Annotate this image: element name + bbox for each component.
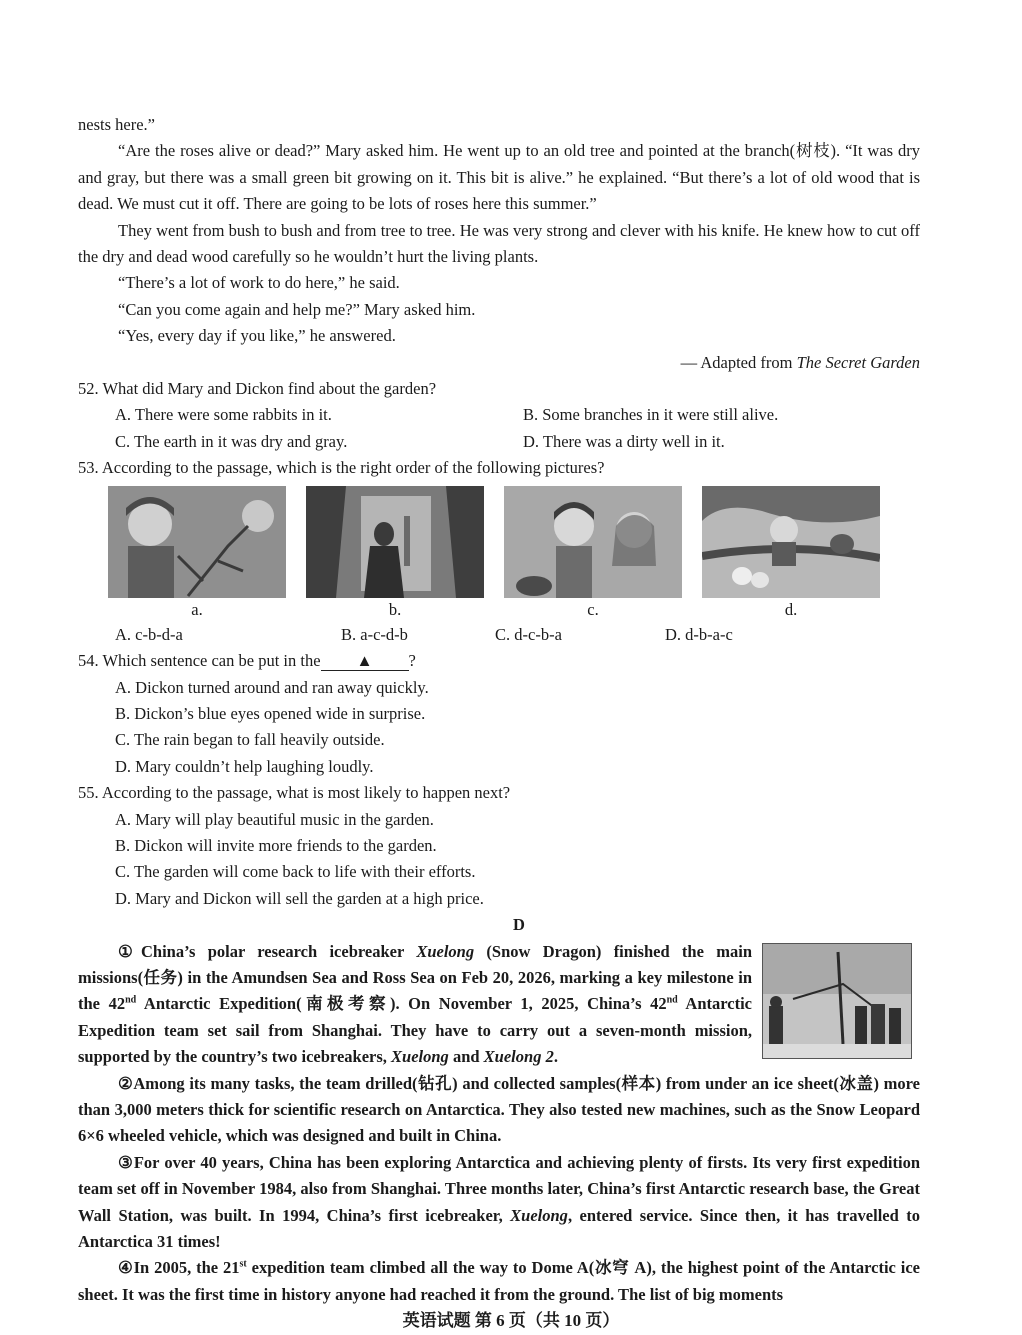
text-run: (Snow Dragon) finished the main missions(任务) in the Amundsen Sea and Ross Sea on Feb 20, 2026, marking a key milestone in the 42 bbox=[78, 941, 752, 1014]
story-paragraph-2: They went from bush to bush and from tree to tree. He was very strong and clever with his knife. He knew how to cut off the dry and dead wood carefully so he wouldn’t hurt the living plants. bbox=[78, 220, 920, 267]
q54-suffix: ? bbox=[408, 651, 416, 671]
answer-blank: ▲ bbox=[321, 652, 409, 671]
picture-label-a: a. bbox=[191, 599, 203, 619]
section-d-paragraph-4 bbox=[0, 1255, 1022, 1308]
picture-label-b: b. bbox=[388, 599, 402, 619]
text-run: Antarctic Expedition(南极考察). On November 1, 2025, China’s 42 bbox=[136, 994, 667, 1014]
q53-option-c: C. d-c-b-a bbox=[495, 624, 562, 644]
picture-a bbox=[108, 486, 286, 598]
ordinal-suffix: nd bbox=[666, 994, 678, 1006]
q54-option-b: B. Dickon’s blue eyes opened wide in surprise. bbox=[115, 703, 426, 723]
q55-option-b: B. Dickon will invite more friends to the garden. bbox=[115, 835, 437, 855]
q52-option-b: B. Some branches in it were still alive. bbox=[523, 405, 779, 425]
q52-options-row-2 bbox=[0, 429, 1022, 455]
text-run: , entered service. Since then, it has travelled to Antarctica 31 times! bbox=[78, 1205, 920, 1252]
text-run: ①China’s polar research icebreaker bbox=[118, 941, 417, 961]
expedition-photo bbox=[762, 943, 912, 1059]
q52-options-row-1 bbox=[0, 402, 1022, 428]
text-run: . bbox=[553, 1047, 558, 1067]
source-prefix: — Adapted from bbox=[680, 352, 797, 372]
ordinal-suffix: nd bbox=[125, 994, 137, 1006]
q54-option-d: D. Mary couldn’t help laughing loudly. bbox=[115, 756, 374, 776]
text-run: ④In 2005, the 21 bbox=[118, 1258, 240, 1278]
ship-name: Xuelong bbox=[416, 941, 475, 961]
text-run: ③For over 40 years, China has been exploring Antarctica and achieving plenty of firsts. Its very first expedition team set off in November 1984, also from Shanghai. Three months later, China’s first Antarctic research base, the Great Wall Station, was built. In 1994, China’s first icebreaker, bbox=[78, 1152, 920, 1225]
text-run: Antarctic Expedition team set sail from Shanghai. They have to carry out a seven-month mission, supported by the country’s two icebreakers, bbox=[78, 994, 752, 1067]
q54-option-a: A. Dickon turned around and ran away quickly. bbox=[115, 677, 429, 697]
section-d-heading: D bbox=[513, 915, 525, 935]
picture-label-d: d. bbox=[784, 599, 798, 619]
story-source bbox=[0, 350, 1022, 376]
ship-name: Xuelong 2 bbox=[483, 1047, 554, 1067]
page-footer: 英语试题 第 6 页（共 10 页） bbox=[402, 1311, 620, 1330]
ship-name: Xuelong bbox=[510, 1205, 568, 1225]
q52-option-c: C. The earth in it was dry and gray. bbox=[115, 431, 348, 451]
q53-option-a: A. c-b-d-a bbox=[115, 624, 183, 644]
text-run: expedition team climbed all the way to Dome A(冰穹 A), the highest point of the Antarctic ice sheet. It was the first time in history anyone had reached it from the ground. The list of big moments bbox=[78, 1258, 920, 1304]
question-52: 52. What did Mary and Dickon find about the garden? bbox=[78, 379, 437, 399]
q53-option-b: B. a-c-d-b bbox=[341, 624, 408, 644]
section-d-paragraph-3 bbox=[0, 1150, 1022, 1256]
ship-name: Xuelong bbox=[391, 1047, 449, 1067]
picture-b bbox=[306, 486, 484, 598]
q55-option-d: D. Mary and Dickon will sell the garden at a high price. bbox=[115, 888, 484, 908]
section-d-paragraph-2: ②Among its many tasks, the team drilled(钻孔) and collected samples(样本) from under an ice sheet(冰盖) more than 3,000 meters thick for scientific research on Antarctica. They also tested new machines, such as the Snow Leopard 6×6 wheeled vehicle, which was designed and built in China. bbox=[78, 1073, 920, 1146]
picture-d bbox=[702, 486, 880, 598]
ordinal-suffix: st bbox=[239, 1258, 247, 1270]
q52-option-d: D. There was a dirty well in it. bbox=[523, 431, 725, 451]
q52-option-a: A. There were some rabbits in it. bbox=[115, 405, 332, 425]
story-line-1: nests here.” bbox=[78, 115, 155, 134]
question-55: 55. According to the passage, what is most likely to happen next? bbox=[78, 783, 511, 803]
story-paragraph-1: “Are the roses alive or dead?” Mary asked him. He went up to an old tree and pointed at the branch(树枝). “It was dry and gray, but there was a small green bit growing on it. This bit is alive.” he explained. “But there’s a lot of old wood that is dead. We must cut it off. There are going to be lots of roses here this summer.” bbox=[78, 141, 920, 214]
picture-c bbox=[504, 486, 682, 598]
story-line-3: “Can you come again and help me?” Mary asked him. bbox=[118, 299, 476, 319]
exam-page bbox=[0, 112, 1022, 1308]
picture-label-c: c. bbox=[587, 599, 599, 619]
q55-option-c: C. The garden will come back to life with their efforts. bbox=[115, 862, 476, 882]
q53-options bbox=[0, 622, 1022, 648]
story-line-2: “There’s a lot of work to do here,” he said. bbox=[118, 273, 400, 293]
source-title: The Secret Garden bbox=[796, 352, 920, 372]
question-53: 53. According to the passage, which is the right order of the following pictures? bbox=[78, 458, 605, 478]
text-run: and bbox=[448, 1047, 484, 1067]
section-d-passage bbox=[0, 939, 1022, 1309]
q55-option-a: A. Mary will play beautiful music in the garden. bbox=[115, 809, 434, 829]
q53-option-d: D. d-b-a-c bbox=[665, 624, 733, 644]
q54-option-c: C. The rain began to fall heavily outside. bbox=[115, 730, 385, 750]
story-line-4: “Yes, every day if you like,” he answered. bbox=[118, 326, 396, 346]
q54-prefix: 54. Which sentence can be put in the bbox=[78, 651, 321, 671]
question-54 bbox=[0, 648, 1022, 674]
q53-picture-labels bbox=[0, 598, 1022, 622]
q53-pictures bbox=[0, 486, 1022, 598]
